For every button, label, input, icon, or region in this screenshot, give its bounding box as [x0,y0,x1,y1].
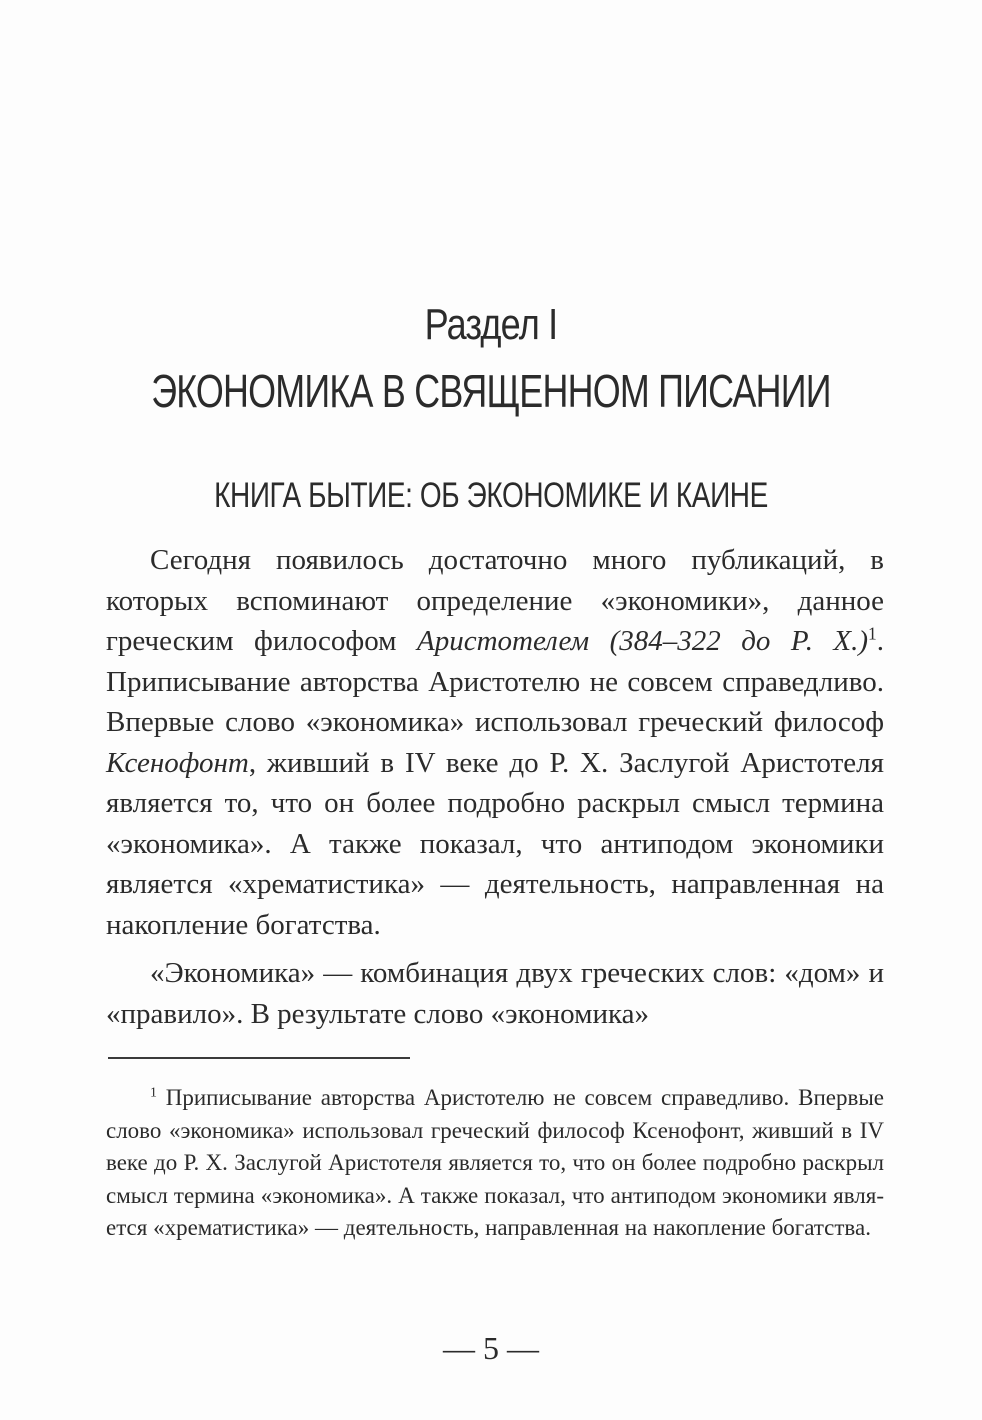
section-title: ЭКОНОМИКА В СВЯЩЕННОМ ПИСАНИИ [151,365,831,417]
footnote [106,1082,884,1245]
page-number: — 5 — [443,1330,539,1366]
chapter-title: КНИГА БЫТИЕ: ОБ ЭКОНОМИКЕ И КАИНЕ [214,476,768,515]
paragraph-2: «Экономика» — комбинация двух греческих слов: «дом» и «правило». В результате слово «экономика» [106,957,884,1030]
footnote-reference[interactable]: 1 [868,623,877,644]
paragraph-1 [106,540,884,945]
aristotle-italic: Аристотелем (384–322 до Р. Х.) [416,625,869,657]
paragraph-1-part-3: , живший в IV веке до Р. Х. Заслугой Аристотеля является то, что он более подробно раскрыл смысл термина «экономика». А также показал, что антиподом экономики является «хрематистика» — деятельность, направленная на накопление богатства. [106,746,884,941]
footnote-text: Приписывание авторства Аристотелю не совсем справедливо. Впервые слово «экономика» использовал греческий философ Ксенофонт, живший в IV веке до Р. Х. Заслугой Аристотеля является то, что он более подробно раскрыл смысл термина «экономика». А также показал, что антиподом экономики является «хрематистика» — деятельность, направленная на накопление богатства. [106,1085,884,1240]
paragraph-1-part-2: . Приписывание авторства Аристотелю не совсем справедливо. Впервые слово «экономика» использовал греческий философ [106,625,884,738]
section-label: Раздел I [424,300,558,349]
body-text [106,540,884,1034]
paragraph-1-part-1: Сегодня появилось достаточно много публикаций, в которых вспоминают определение «экономики», данное греческим философом [106,544,884,657]
footnote-marker: 1 [150,1084,157,1100]
footnote-separator [108,1057,410,1059]
xenophon-italic: Ксенофонт [106,746,249,779]
